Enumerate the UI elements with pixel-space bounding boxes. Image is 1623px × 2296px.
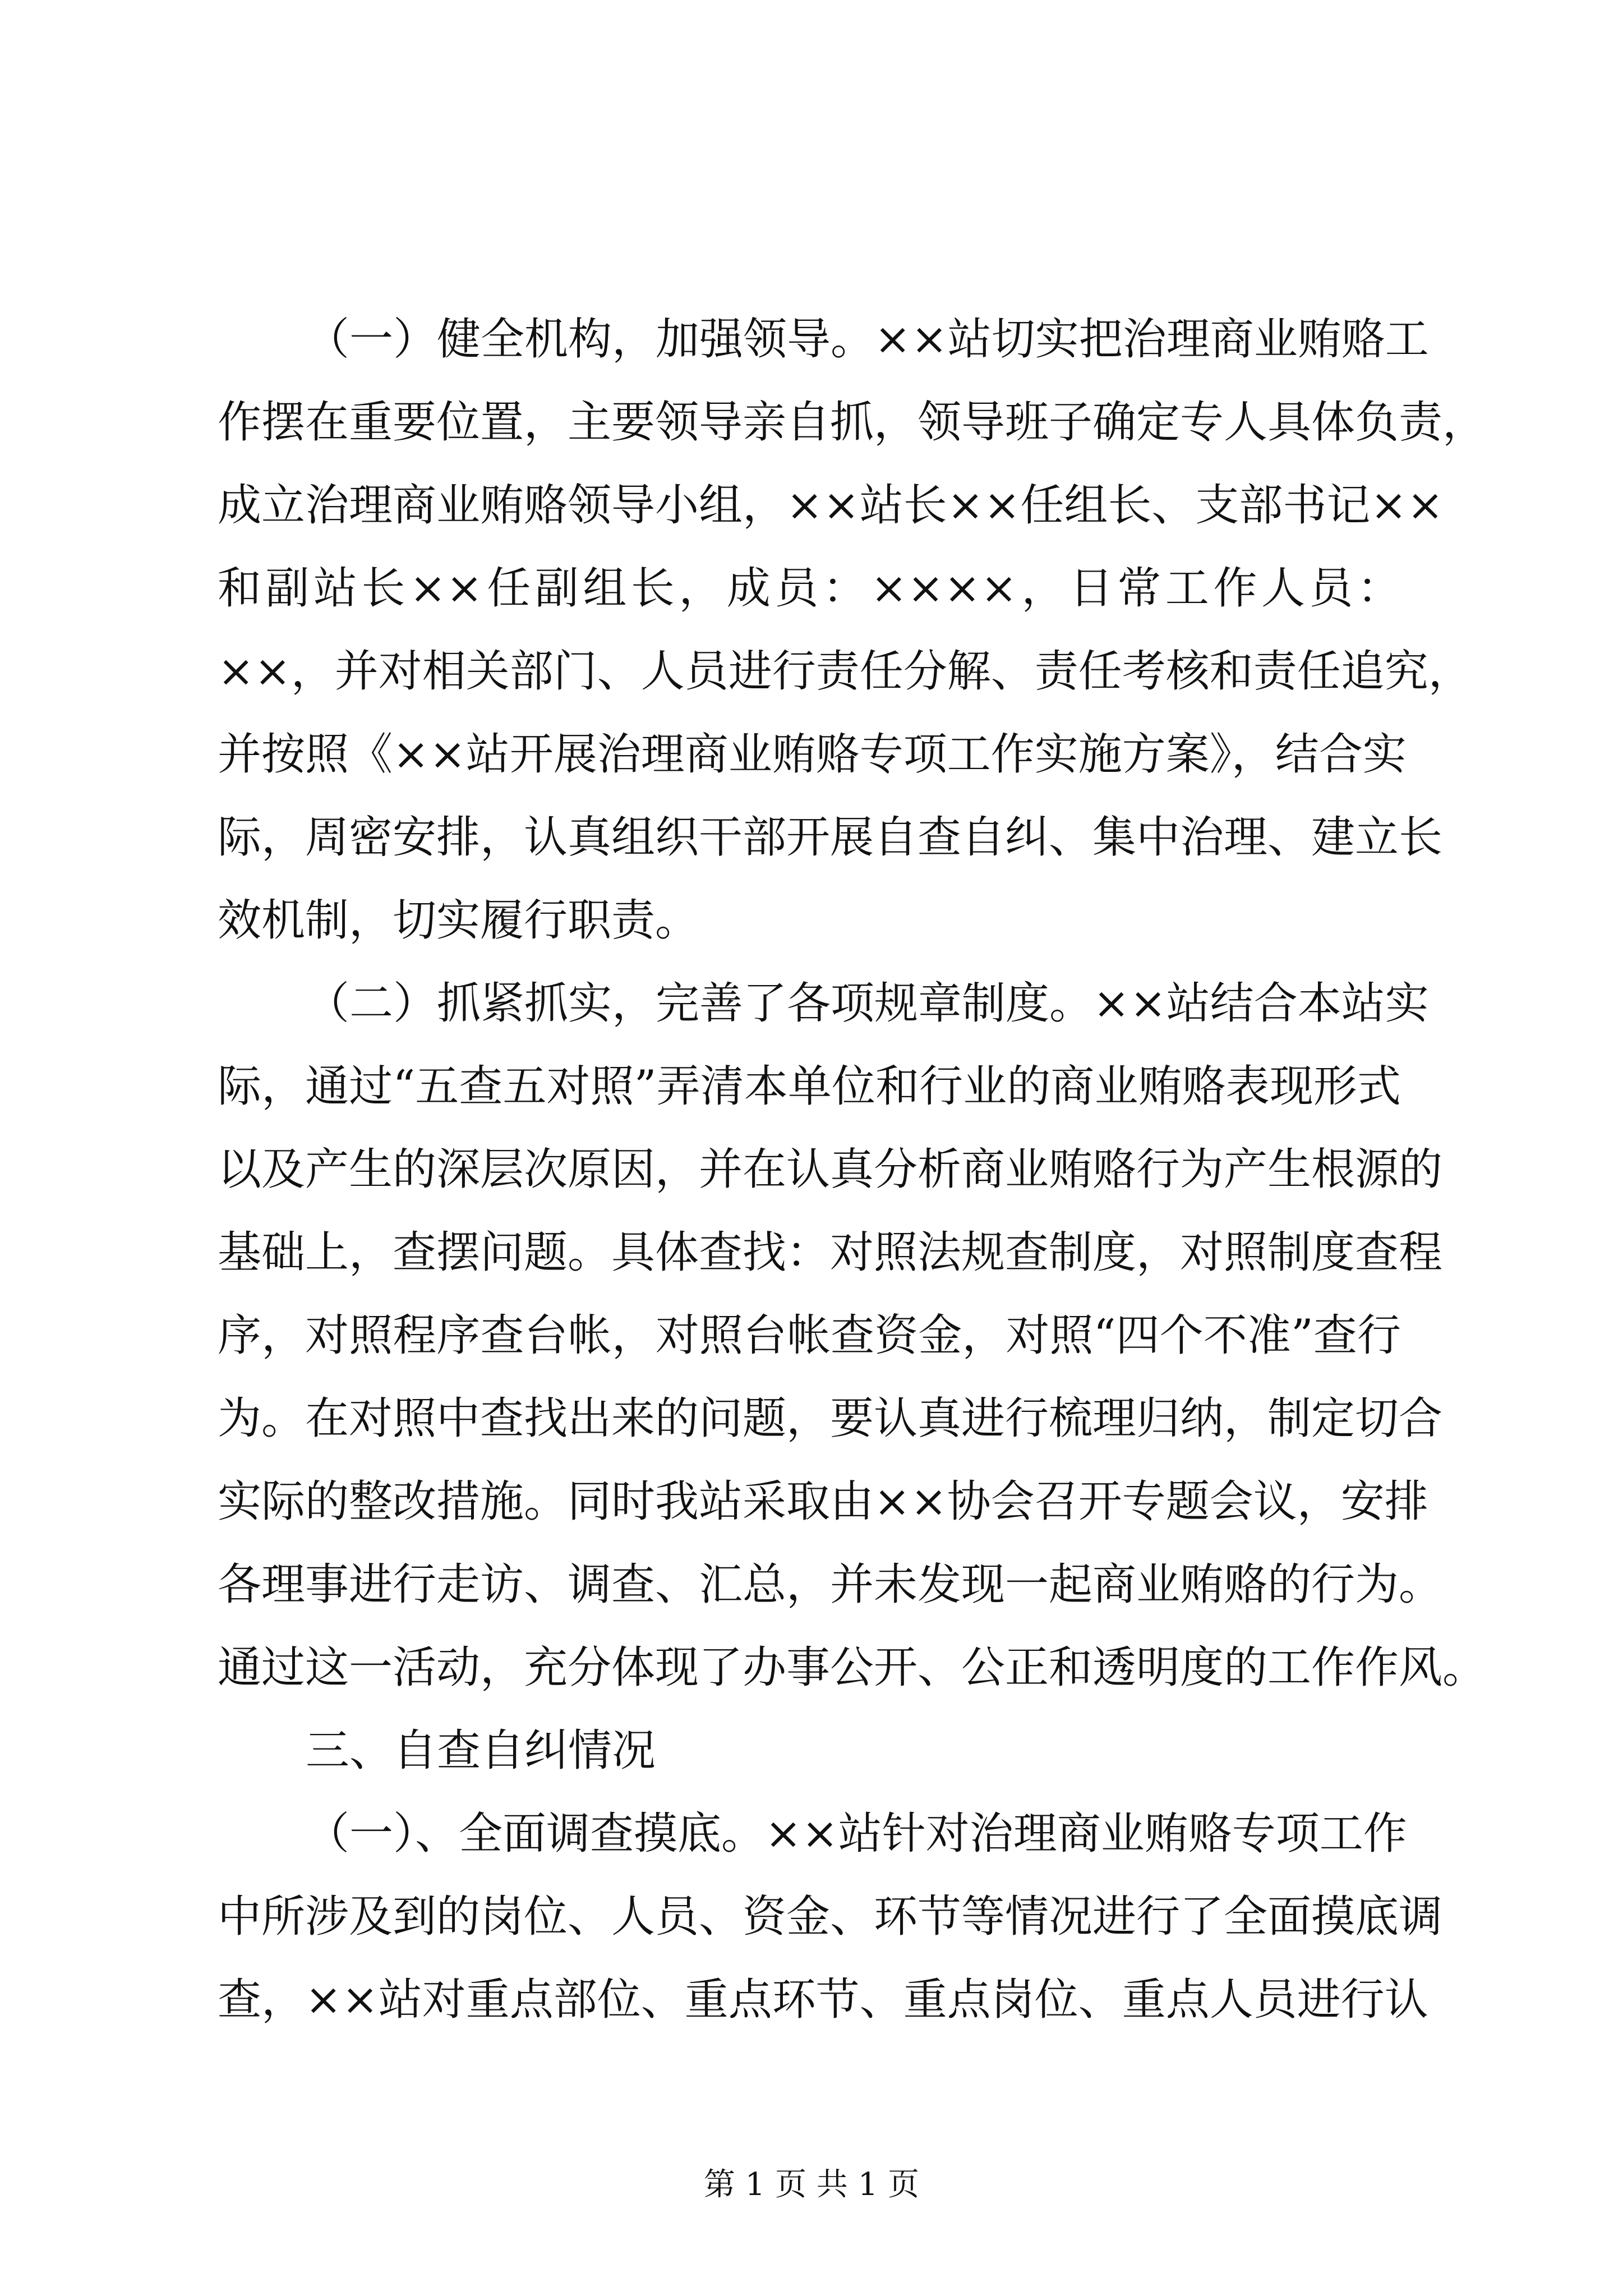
text-line: 实际的整改措施。同时我站采取由××协会召开专题会议，安排 — [218, 1476, 1428, 1527]
text-line: 和副站长××任副组长，成员：××××，日常工作人员： — [218, 563, 1401, 614]
text-line: 际，通过“五查五对照”弄清本单位和行业的商业贿赂表现形式 — [218, 1061, 1401, 1112]
text-line: 以及产生的深层次原因，并在认真分析商业贿赂行为产生根源的 — [218, 1144, 1443, 1195]
section-heading: 三、自查自纠情况 — [306, 1726, 656, 1776]
text-line: （二）抓紧抓实，完善了各项规章制度。××站结合本站实 — [306, 978, 1429, 1029]
text-line: 基础上，查摆问题。具体查找：对照法规查制度，对照制度查程 — [218, 1227, 1443, 1278]
text-line: 并按照《××站开展治理商业贿赂专项工作实施方案》，结合实 — [218, 729, 1407, 780]
text-line: （一）健全机构，加强领导。××站切实把治理商业贿赂工 — [306, 314, 1429, 365]
text-line: 为。在对照中查找出来的问题，要认真进行梳理归纳，制定切合 — [218, 1393, 1443, 1444]
text-line: 成立治理商业贿赂领导小组，××站长××任组长、支部书记×× — [218, 480, 1444, 531]
text-line: 各理事进行走访、调查、汇总，并未发现一起商业贿赂的行为。 — [218, 1559, 1443, 1610]
text-line: 中所涉及到的岗位、人员、资金、环节等情况进行了全面摸底调 — [218, 1892, 1443, 1942]
text-line: 查，××站对重点部位、重点环节、重点岗位、重点人员进行认 — [218, 1975, 1428, 2025]
text-line: ××，并对相关部门、人员进行责任分解、责任考核和责任追究， — [218, 646, 1472, 697]
text-line: 效机制，切实履行职责。 — [218, 895, 699, 946]
page-number-footer: 第 1 页 共 1 页 — [703, 2166, 920, 2203]
text-line: 序，对照程序查台帐，对照台帐查资金，对照“四个不准”查行 — [218, 1310, 1401, 1361]
text-line: 际，周密安排，认真组织干部开展自查自纠、集中治理、建立长 — [218, 812, 1443, 863]
text-line: 作摆在重要位置，主要领导亲自抓，领导班子确定专人具体负责， — [218, 397, 1487, 448]
text-line: （一）、全面调查摸底。××站针对治理商业贿赂专项工作 — [306, 1809, 1407, 1859]
text-line: 通过这一活动，充分体现了办事公开、公正和透明度的工作作风。 — [218, 1642, 1487, 1693]
